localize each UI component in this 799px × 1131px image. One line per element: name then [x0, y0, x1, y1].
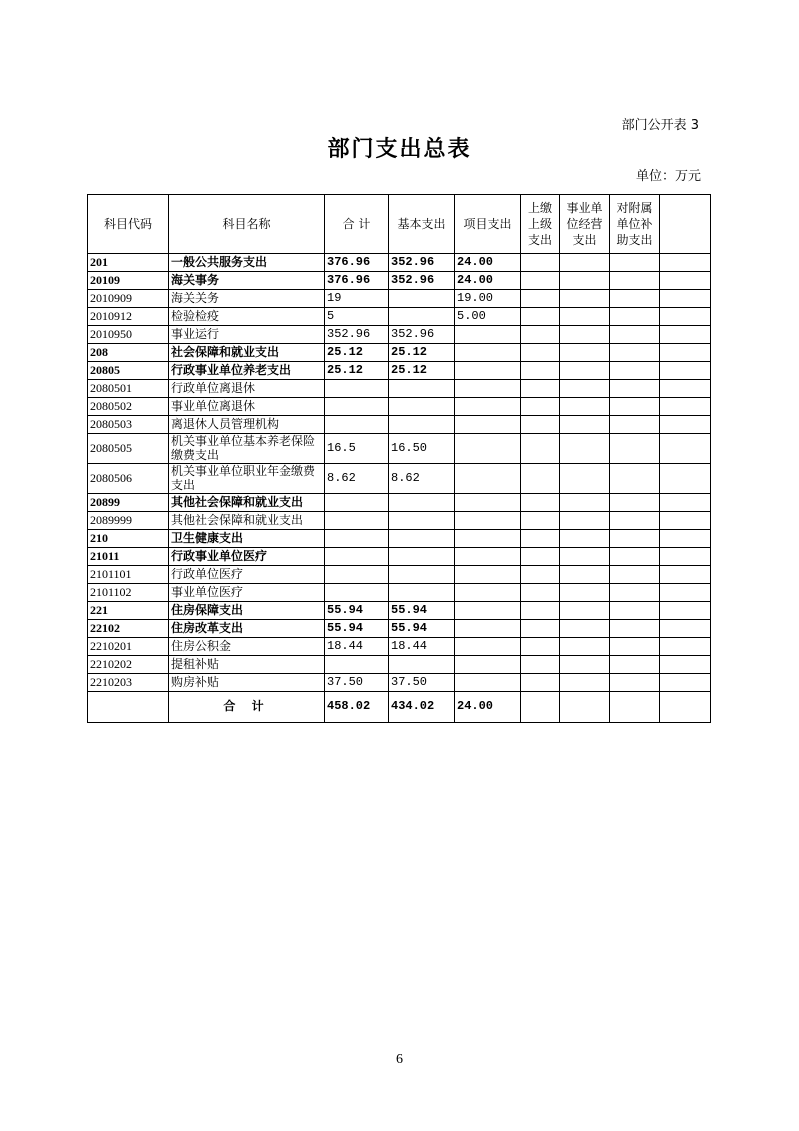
row-name: 住房保障支出: [169, 601, 325, 619]
row-project: [455, 398, 521, 416]
table-row: [88, 344, 711, 362]
row-blank: [660, 272, 711, 290]
row-blank: [660, 326, 711, 344]
total-upper: [521, 691, 560, 722]
row-upper: [521, 493, 560, 511]
row-business: [560, 583, 610, 601]
row-code: 2010912: [88, 308, 169, 326]
row-total: 5: [325, 308, 389, 326]
row-total: 352.96: [325, 326, 389, 344]
row-code: 20899: [88, 493, 169, 511]
col-header-project: 项目支出: [455, 195, 521, 254]
row-blank: [660, 637, 711, 655]
row-total: 18.44: [325, 637, 389, 655]
row-basic: [389, 398, 455, 416]
row-upper: [521, 344, 560, 362]
row-project: 24.00: [455, 272, 521, 290]
row-basic: 8.62: [389, 463, 455, 493]
row-subsidy: [610, 344, 660, 362]
row-basic: 55.94: [389, 619, 455, 637]
table-row: [88, 254, 711, 272]
row-subsidy: [610, 601, 660, 619]
row-basic: 18.44: [389, 637, 455, 655]
table-row: [88, 547, 711, 565]
row-name: 卫生健康支出: [169, 529, 325, 547]
row-blank: [660, 529, 711, 547]
expenditure-table: [87, 194, 711, 723]
row-upper: [521, 583, 560, 601]
row-total: [325, 398, 389, 416]
col-header-total: 合 计: [325, 195, 389, 254]
row-name: 住房改革支出: [169, 619, 325, 637]
row-blank: [660, 583, 711, 601]
row-subsidy: [610, 673, 660, 691]
row-code: 2210203: [88, 673, 169, 691]
row-basic: [389, 290, 455, 308]
row-business: [560, 637, 610, 655]
row-code: 2210202: [88, 655, 169, 673]
row-name: 机关事业单位基本养老保险缴费支出: [169, 434, 325, 464]
row-name: 海关事务: [169, 272, 325, 290]
row-upper: [521, 254, 560, 272]
table-body: [88, 254, 711, 692]
row-code: 21011: [88, 547, 169, 565]
row-total: [325, 565, 389, 583]
upper-line-3: 支出: [527, 233, 552, 248]
row-total: 376.96: [325, 272, 389, 290]
row-business: [560, 380, 610, 398]
row-upper: [521, 655, 560, 673]
row-project: [455, 344, 521, 362]
row-business: [560, 565, 610, 583]
row-business: [560, 673, 610, 691]
row-total: 55.94: [325, 619, 389, 637]
row-upper: [521, 326, 560, 344]
row-subsidy: [610, 637, 660, 655]
row-subsidy: [610, 434, 660, 464]
table-row: [88, 583, 711, 601]
row-upper: [521, 547, 560, 565]
row-project: [455, 493, 521, 511]
col-header-business: [560, 195, 610, 254]
row-upper: [521, 463, 560, 493]
row-basic: [389, 583, 455, 601]
row-code: 20109: [88, 272, 169, 290]
row-name: 社会保障和就业支出: [169, 344, 325, 362]
total-subsidy: [610, 691, 660, 722]
row-basic: [389, 565, 455, 583]
row-upper: [521, 398, 560, 416]
row-blank: [660, 565, 711, 583]
row-project: [455, 511, 521, 529]
row-business: [560, 493, 610, 511]
table-row: [88, 601, 711, 619]
page-number: 6: [396, 1052, 403, 1067]
row-upper: [521, 290, 560, 308]
row-name: 检验检疫: [169, 308, 325, 326]
row-code: 2101102: [88, 583, 169, 601]
row-name: 行政事业单位医疗: [169, 547, 325, 565]
row-total: 25.12: [325, 362, 389, 380]
table-row: [88, 290, 711, 308]
row-upper: [521, 416, 560, 434]
total-blank: [660, 691, 711, 722]
row-subsidy: [610, 308, 660, 326]
row-subsidy: [610, 655, 660, 673]
row-name: 事业单位离退休: [169, 398, 325, 416]
col-header-basic: 基本支出: [389, 195, 455, 254]
row-subsidy: [610, 380, 660, 398]
row-basic: 55.94: [389, 601, 455, 619]
row-upper: [521, 308, 560, 326]
row-blank: [660, 547, 711, 565]
row-basic: [389, 547, 455, 565]
table-row: [88, 565, 711, 583]
row-project: [455, 434, 521, 464]
row-code: 20805: [88, 362, 169, 380]
row-total: 37.50: [325, 673, 389, 691]
row-code: 2010909: [88, 290, 169, 308]
row-code: 2089999: [88, 511, 169, 529]
row-name: 购房补贴: [169, 673, 325, 691]
upper-line-1: 上缴: [527, 200, 552, 215]
row-code: 2101101: [88, 565, 169, 583]
row-name: 其他社会保障和就业支出: [169, 493, 325, 511]
table-row: [88, 380, 711, 398]
col-header-subsidy: [610, 195, 660, 254]
row-blank: [660, 655, 711, 673]
row-blank: [660, 380, 711, 398]
row-blank: [660, 398, 711, 416]
row-upper: [521, 529, 560, 547]
row-project: [455, 673, 521, 691]
row-total: [325, 583, 389, 601]
row-subsidy: [610, 583, 660, 601]
page-title: 部门支出总表: [327, 137, 472, 162]
total-sum: 458.02: [325, 691, 389, 722]
total-business: [560, 691, 610, 722]
row-subsidy: [610, 272, 660, 290]
row-project: [455, 565, 521, 583]
col-header-blank: [660, 195, 711, 254]
row-project: 5.00: [455, 308, 521, 326]
row-subsidy: [610, 547, 660, 565]
table-header-row: [88, 195, 711, 254]
total-code-cell: [88, 691, 169, 722]
row-business: [560, 362, 610, 380]
row-business: [560, 463, 610, 493]
row-total: [325, 547, 389, 565]
row-upper: [521, 380, 560, 398]
row-project: 19.00: [455, 290, 521, 308]
row-blank: [660, 511, 711, 529]
table-row: [88, 398, 711, 416]
table-row: [88, 272, 711, 290]
row-blank: [660, 434, 711, 464]
total-project: 24.00: [455, 691, 521, 722]
row-business: [560, 308, 610, 326]
row-business: [560, 529, 610, 547]
row-name: 事业运行: [169, 326, 325, 344]
row-total: 55.94: [325, 601, 389, 619]
table-label: 部门公开表 3: [621, 118, 699, 133]
col-header-upper-payment: [521, 195, 560, 254]
row-project: [455, 380, 521, 398]
row-subsidy: [610, 398, 660, 416]
row-business: [560, 326, 610, 344]
row-total: [325, 529, 389, 547]
row-blank: [660, 463, 711, 493]
row-basic: 37.50: [389, 673, 455, 691]
row-project: 24.00: [455, 254, 521, 272]
row-project: [455, 362, 521, 380]
row-business: [560, 290, 610, 308]
row-basic: [389, 416, 455, 434]
row-business: [560, 547, 610, 565]
row-name: 海关关务: [169, 290, 325, 308]
total-basic: 434.02: [389, 691, 455, 722]
row-business: [560, 655, 610, 673]
table-row: [88, 511, 711, 529]
row-upper: [521, 637, 560, 655]
table-row: [88, 619, 711, 637]
row-upper: [521, 434, 560, 464]
row-code: 2080502: [88, 398, 169, 416]
row-subsidy: [610, 619, 660, 637]
row-code: 210: [88, 529, 169, 547]
row-basic: 352.96: [389, 254, 455, 272]
row-blank: [660, 344, 711, 362]
row-code: 2080503: [88, 416, 169, 434]
row-project: [455, 619, 521, 637]
row-basic: 16.50: [389, 434, 455, 464]
row-business: [560, 601, 610, 619]
row-code: 2080501: [88, 380, 169, 398]
row-upper: [521, 272, 560, 290]
row-project: [455, 416, 521, 434]
row-name: 行政单位离退休: [169, 380, 325, 398]
row-basic: [389, 655, 455, 673]
business-line-3: 支出: [572, 233, 597, 248]
row-basic: 352.96: [389, 272, 455, 290]
row-project: [455, 547, 521, 565]
row-code: 2210201: [88, 637, 169, 655]
row-code: 201: [88, 254, 169, 272]
table-row: [88, 529, 711, 547]
row-basic: [389, 529, 455, 547]
row-total: 25.12: [325, 344, 389, 362]
row-total: 16.5: [325, 434, 389, 464]
row-business: [560, 272, 610, 290]
subsidy-line-1: 对附属: [616, 200, 653, 215]
row-code: 208: [88, 344, 169, 362]
row-business: [560, 398, 610, 416]
row-blank: [660, 601, 711, 619]
row-business: [560, 416, 610, 434]
business-line-2: 位经营: [566, 216, 603, 231]
row-upper: [521, 362, 560, 380]
row-upper: [521, 673, 560, 691]
row-code: 2080505: [88, 434, 169, 464]
row-business: [560, 344, 610, 362]
row-business: [560, 511, 610, 529]
row-project: [455, 637, 521, 655]
row-blank: [660, 673, 711, 691]
row-upper: [521, 601, 560, 619]
row-blank: [660, 308, 711, 326]
row-total: [325, 511, 389, 529]
table-row: [88, 434, 711, 464]
row-name: 提租补贴: [169, 655, 325, 673]
total-row: [88, 691, 711, 722]
subsidy-line-3: 助支出: [616, 233, 653, 248]
row-basic: 25.12: [389, 344, 455, 362]
row-blank: [660, 416, 711, 434]
row-subsidy: [610, 463, 660, 493]
row-blank: [660, 254, 711, 272]
row-basic: [389, 308, 455, 326]
row-subsidy: [610, 529, 660, 547]
row-business: [560, 619, 610, 637]
row-subsidy: [610, 565, 660, 583]
row-project: [455, 326, 521, 344]
subsidy-line-2: 单位补: [616, 216, 653, 231]
row-subsidy: [610, 362, 660, 380]
row-basic: [389, 493, 455, 511]
row-total: [325, 416, 389, 434]
row-blank: [660, 290, 711, 308]
row-subsidy: [610, 326, 660, 344]
table-row: [88, 308, 711, 326]
row-subsidy: [610, 493, 660, 511]
upper-line-2: 上级: [527, 216, 552, 231]
row-business: [560, 254, 610, 272]
row-project: [455, 463, 521, 493]
row-code: 2080506: [88, 463, 169, 493]
row-subsidy: [610, 254, 660, 272]
row-project: [455, 583, 521, 601]
row-basic: [389, 511, 455, 529]
row-subsidy: [610, 416, 660, 434]
row-subsidy: [610, 511, 660, 529]
row-blank: [660, 619, 711, 637]
col-header-code: 科目代码: [88, 195, 169, 254]
col-header-name: 科目名称: [169, 195, 325, 254]
row-total: [325, 655, 389, 673]
table-row: [88, 326, 711, 344]
row-project: [455, 529, 521, 547]
table-row: [88, 463, 711, 493]
table-row: [88, 673, 711, 691]
row-name: 机关事业单位职业年金缴费支出: [169, 463, 325, 493]
row-total: 376.96: [325, 254, 389, 272]
table-row: [88, 637, 711, 655]
row-blank: [660, 362, 711, 380]
row-name: 其他社会保障和就业支出: [169, 511, 325, 529]
table-row: [88, 362, 711, 380]
row-total: [325, 380, 389, 398]
row-project: [455, 601, 521, 619]
row-project: [455, 655, 521, 673]
table-row: [88, 655, 711, 673]
row-name: 一般公共服务支出: [169, 254, 325, 272]
row-blank: [660, 493, 711, 511]
row-upper: [521, 565, 560, 583]
row-upper: [521, 619, 560, 637]
row-name: 行政单位医疗: [169, 565, 325, 583]
table-row: [88, 493, 711, 511]
row-total: 8.62: [325, 463, 389, 493]
business-line-1: 事业单: [566, 200, 603, 215]
total-label: 合 计: [169, 691, 325, 722]
row-total: 19: [325, 290, 389, 308]
row-code: 22102: [88, 619, 169, 637]
row-name: 行政事业单位养老支出: [169, 362, 325, 380]
row-subsidy: [610, 290, 660, 308]
row-code: 221: [88, 601, 169, 619]
row-upper: [521, 511, 560, 529]
row-name: 事业单位医疗: [169, 583, 325, 601]
row-basic: [389, 380, 455, 398]
row-business: [560, 434, 610, 464]
row-name: 住房公积金: [169, 637, 325, 655]
unit-label: 单位：万元: [635, 169, 701, 184]
row-basic: 352.96: [389, 326, 455, 344]
table-row: [88, 416, 711, 434]
row-name: 离退休人员管理机构: [169, 416, 325, 434]
row-total: [325, 493, 389, 511]
row-basic: 25.12: [389, 362, 455, 380]
row-code: 2010950: [88, 326, 169, 344]
